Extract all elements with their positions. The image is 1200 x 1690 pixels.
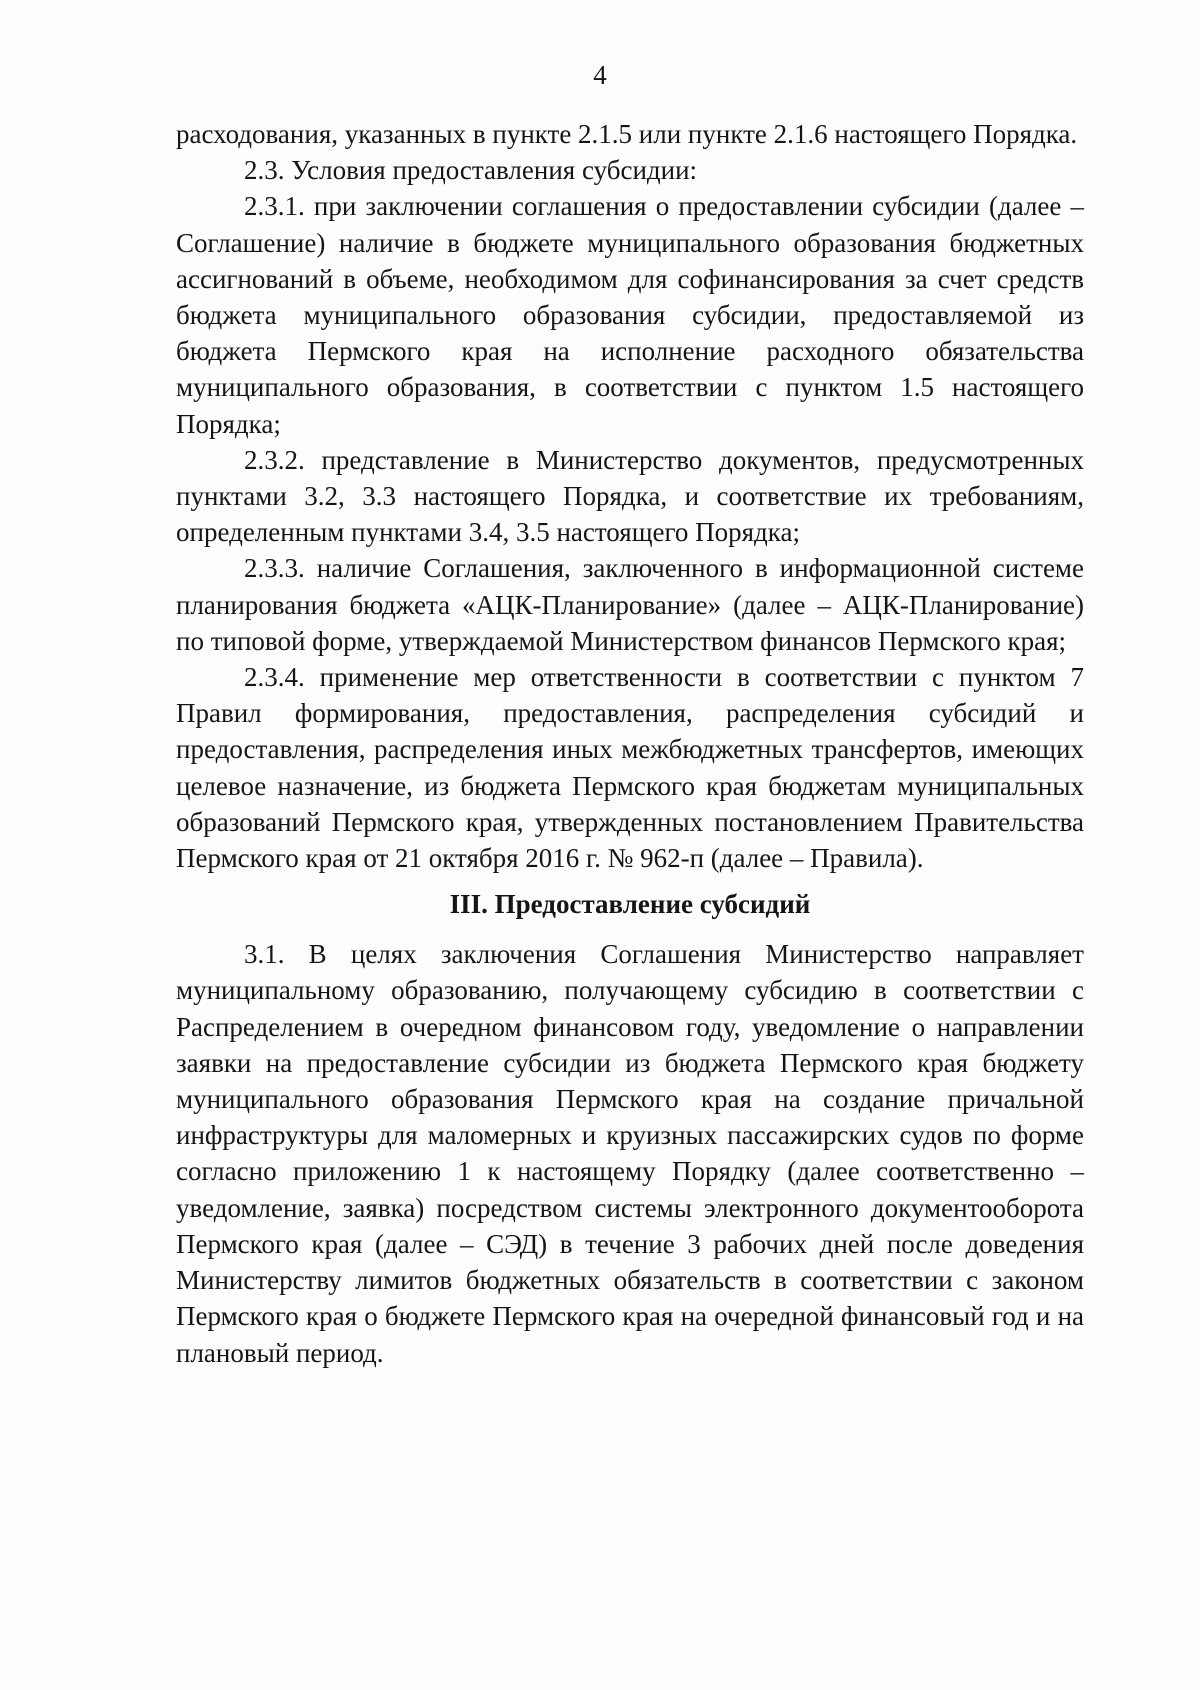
paragraph-2-3-4: 2.3.4. применение мер ответственности в соответствии с пунктом 7 Правил формирования, предоставления, распределения субсидий и предоставления, распределения иных межбюджетных трансфертов, имеющих целевое назначение, из бюджета Пермского края бюджетам муниципальных образований Пермского края, утвержденных постановлением Правительства Пермского края от 21 октября 2016 г. № 962-п (далее – Правила). <box>176 662 1084 874</box>
page-number: 4 <box>593 60 607 90</box>
paragraph-2-3-1: 2.3.1. при заключении соглашения о предоставлении субсидии (далее – Соглашение) наличие в бюджете муниципального образования бюджетных ассигнований в объеме, необходимом для софинансирования за счет средств бюджета муниципального образования субсидии, предоставляемой из бюджета Пермского края на исполнение расходного обязательства муниципального образования, в соответствии с пунктом 1.5 настоящего Порядка; <box>176 191 1084 439</box>
document-body <box>176 116 1084 1371</box>
paragraph-2-3-3: 2.3.3. наличие Соглашения, заключенного в информационной системе планирования бюджета «АЦК-Планирование» (далее – АЦК-Планирование) по типовой форме, утверждаемой Министерством финансов Пермского края; <box>176 553 1084 656</box>
paragraph-continuation: расходования, указанных в пункте 2.1.5 или пункте 2.1.6 настоящего Порядка. <box>176 119 1078 149</box>
paragraph-2-3-2: 2.3.2. представление в Министерство документов, предусмотренных пунктами 3.2, 3.3 настоящего Порядка, и соответствие их требованиям, определенным пунктами 3.4, 3.5 настоящего Порядка; <box>176 444 1084 548</box>
section-heading: III. Предоставление субсидий <box>449 889 811 920</box>
paragraph-2-3: 2.3. Условия предоставления субсидии: <box>244 155 698 186</box>
paragraph-3-1: 3.1. В целях заключения Соглашения Министерство направляет муниципальному образованию, получающему субсидию в соответствии с Распределением в очередном финансовом году, уведомление о направлении заявки на предоставление субсидии из бюджета Пермского края бюджету муниципального образования Пермского края на создание причальной инфраструктуры для маломерных и круизных пассажирских судов по форме согласно приложению 1 к настоящему Порядку (далее соответственно – уведомление, заявка) посредством системы электронного документооборота Пермского края (далее – СЭД) в течение 3 рабочих дней после доведения Министерству лимитов бюджетных обязательств в соответствии с законом Пермского края о бюджете Пермского края на очередной финансовый год и на плановый период. <box>176 939 1084 1368</box>
